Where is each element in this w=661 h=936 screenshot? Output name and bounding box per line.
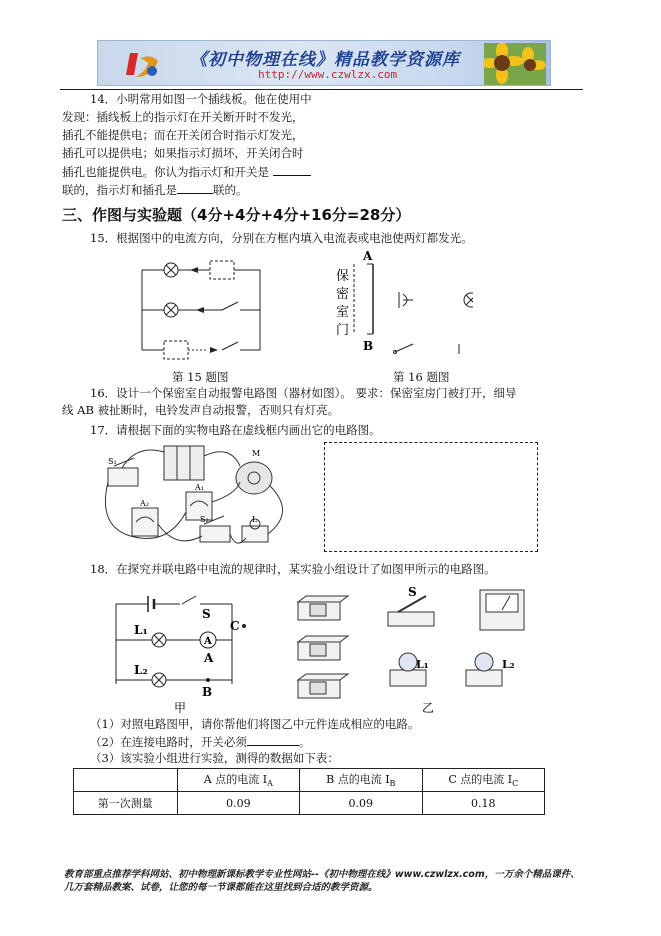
q18-yi-label-s: S bbox=[408, 585, 417, 599]
q16-line2: 线 AB 被扯断时，电铃发声自动报警，否则只有灯亮。 bbox=[62, 403, 340, 417]
q14-line5 bbox=[62, 163, 311, 181]
q14-blank1[interactable] bbox=[273, 163, 311, 176]
q18-label-s: S bbox=[202, 607, 211, 621]
q14-line6 bbox=[62, 181, 248, 199]
q18-intro: 18．在探究并联电路中电流的规律时，某实验小组设计了如图甲所示的电路图。 bbox=[90, 562, 496, 576]
q17-answer-box[interactable] bbox=[324, 442, 538, 552]
section3-title: 三、作图与实验题（4分+4分+4分+16分=28分） bbox=[62, 206, 411, 224]
q18-meter-a: A bbox=[204, 636, 212, 647]
table-header-a: A 点的电流 $I_A$ bbox=[177, 769, 299, 792]
q18-data-table bbox=[73, 768, 545, 815]
q17-label-s1: S₁ bbox=[108, 457, 117, 466]
q18-circuit-diagram-jia bbox=[110, 584, 254, 714]
q15-text: 15．根据图中的电流方向，分别在方框内填入电流表或电池使两灯都发光。 bbox=[90, 231, 473, 245]
q16-room-char-2: 密 bbox=[336, 287, 350, 302]
q18-label-l2: L₂ bbox=[134, 663, 148, 677]
bell-icon bbox=[399, 292, 413, 308]
q15-figure bbox=[138, 258, 273, 368]
q14-line1: 14．小明常用如图一个插线板。他在使用中 bbox=[90, 92, 312, 106]
table-header-b: B 点的电流 $I_B$ bbox=[300, 769, 422, 792]
q14-line6-a: 联的，指示灯和插孔是 bbox=[62, 183, 177, 197]
table-cell: 0.09 bbox=[177, 792, 299, 815]
q17-physical-circuit bbox=[100, 442, 300, 554]
q14-line5-text: 插孔也能提供电。你认为指示灯和开关是 bbox=[62, 165, 269, 179]
q17-label-a2: A₂ bbox=[140, 499, 149, 508]
sunflower-icon bbox=[484, 43, 546, 85]
q18-sub1: （1）对照电路图甲，请你帮他们将图乙中元件连成相应的电路。 bbox=[90, 717, 420, 731]
q17-text: 17．请根据下面的实物电路在虚线框内画出它的电路图。 bbox=[90, 423, 381, 437]
table-header-row bbox=[74, 769, 545, 792]
q17-label-s2: S₂ bbox=[200, 515, 209, 524]
q14-blank2[interactable] bbox=[177, 181, 213, 194]
table-cell: 第一次测量 bbox=[74, 792, 178, 815]
q16-caption: 第 16 题图 bbox=[393, 370, 450, 384]
q18-point-a: A bbox=[204, 651, 214, 665]
q18-point-c: C bbox=[230, 619, 240, 633]
header-banner bbox=[97, 40, 551, 86]
q16-room-char-1: 保 bbox=[336, 269, 350, 284]
footer-line2: 几万套精品教案、试卷，让您的每一节课都能在这里找到合适的教学资源。 bbox=[64, 882, 378, 893]
q17-label-a1: A₁ bbox=[195, 483, 204, 492]
q18-label-yi: 乙 bbox=[422, 701, 435, 714]
q18-sub2-text: （2）在连接电路时，开关必须 bbox=[90, 735, 247, 749]
q16-room-char-4: 门 bbox=[336, 323, 350, 338]
q16-figure bbox=[333, 248, 473, 360]
footer-line1: 教育部重点推荐学科网站、初中物理新课标教学专业性网站--《初中物理在线》www.czwlzx.com，一万余个精品课件、 bbox=[64, 869, 580, 880]
q18-sub2-end: 。 bbox=[298, 735, 311, 749]
banner-url[interactable]: http://www.czwlzx.com bbox=[258, 68, 398, 81]
q18-point-b: B bbox=[202, 685, 213, 699]
q18-label-l1: L₁ bbox=[134, 623, 148, 637]
table-header-empty bbox=[74, 769, 178, 792]
q14-line4: 插孔可以提供电；如果指示灯损坏，开关闭合时 bbox=[62, 146, 304, 160]
header-rule bbox=[60, 89, 583, 90]
site-logo-icon bbox=[124, 49, 164, 81]
q16-room-char-3: 室 bbox=[336, 305, 350, 320]
q18-yi-label-l2: L₂ bbox=[502, 658, 515, 671]
q16-label-a: A bbox=[363, 249, 373, 263]
table-cell: 0.09 bbox=[300, 792, 422, 815]
q18-sub2 bbox=[90, 733, 310, 751]
q18-label-jia: 甲 bbox=[174, 701, 187, 714]
q17-label-lamp: L bbox=[252, 515, 258, 524]
q18-sub3: （3）该实验小组进行实验，测得的数据如下表： bbox=[90, 751, 339, 765]
q17-label-motor: M bbox=[252, 449, 261, 458]
q18-components-yi bbox=[290, 582, 552, 714]
table-cell: 0.18 bbox=[422, 792, 544, 815]
banner-title: 《初中物理在线》精品教学资源库 bbox=[190, 50, 460, 70]
q16-line1: 16．设计一个保密室自动报警电路图（器材如图）。 要求：保密室房门被打开，细导 bbox=[90, 386, 517, 400]
q14-line6-b: 联的。 bbox=[213, 183, 248, 197]
q18-blank[interactable] bbox=[247, 733, 299, 746]
table-header-c: C 点的电流 $I_C$ bbox=[422, 769, 544, 792]
q14-line2: 发现：插线板上的指示灯在开关断开时不发光， bbox=[62, 110, 304, 124]
page-footer bbox=[64, 868, 604, 894]
q15-caption: 第 15 题图 bbox=[172, 370, 229, 384]
table-row bbox=[74, 792, 545, 815]
q16-label-b: B bbox=[363, 339, 374, 353]
q18-yi-label-l1: L₁ bbox=[416, 658, 429, 671]
q14-line3: 插孔不能提供电；而在开关闭合时指示灯发光， bbox=[62, 128, 304, 142]
